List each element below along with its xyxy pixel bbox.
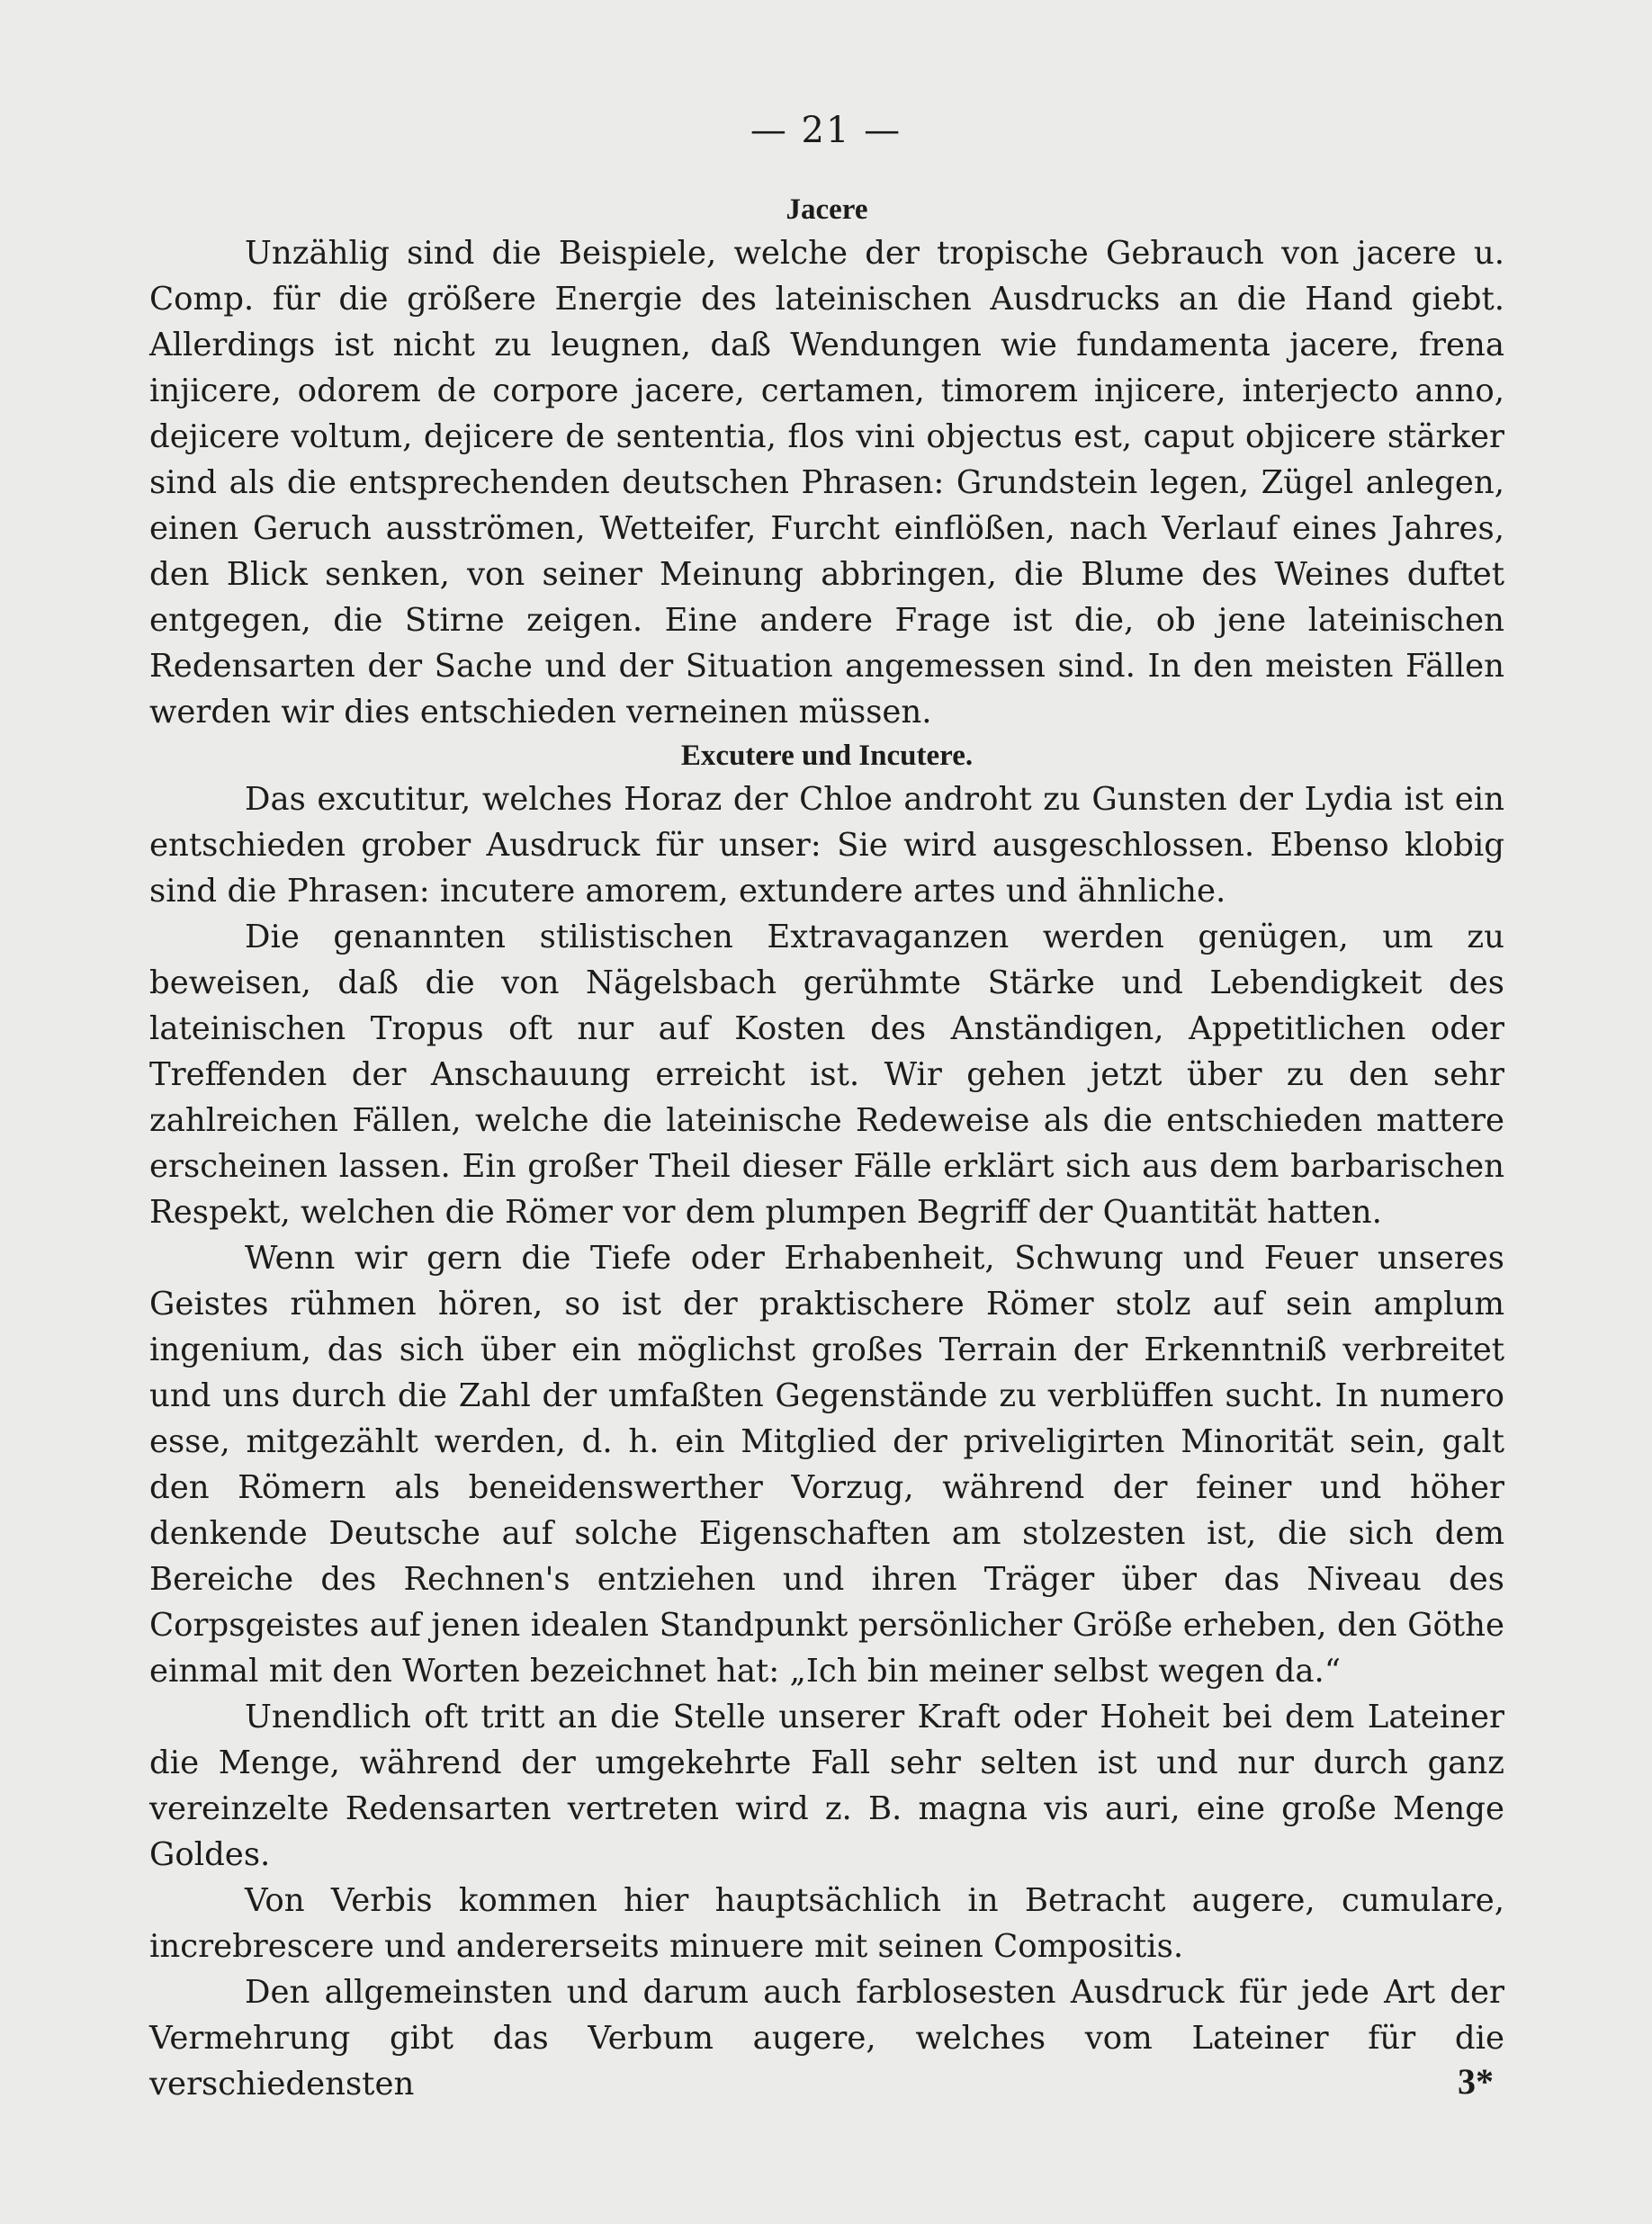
paragraph-jacere-1: Unzählig sind die Beispiele, welche der tropische Gebrauch von jacere u. Comp. für die größere Energie des lateinischen Ausdrucks an die Hand giebt. Allerdings ist nicht zu leugnen, daß Wendungen wie fundamenta jacere, frena injicere, odorem de corpore jacere, certamen, timorem injicere, interjecto anno, dejicere voltum, dejicere de sententia, flos vini objectus est, caput objicere stärker sind als die entsprechenden deutschen Phrasen: Grundstein legen, Zügel anlegen, einen Geruch ausströmen, Wetteifer, Furcht einflößen, nach Verlauf eines Jahres, den Blick senken, von seiner Meinung abbringen, die Blume des Weines duftet entgegen, die Stirne zeigen. Eine andere Frage ist die, ob jene lateinischen Redensarten der Sache und der Situation angemessen sind. In den meisten Fällen werden wir dies entschieden verneinen müssen. <box>149 235 1504 731</box>
paragraph-excutere-5: Von Verbis kommen hier hauptsächlich in Betracht augere, cumulare, increbrescere und andererseits minuere mit seinen Compositis. <box>149 1882 1504 1965</box>
paragraph-excutere-6: Den allgemeinsten und darum auch farblosesten Ausdruck für jede Art der Vermehrung gibt das Verbum augere, welches vom Lateiner für die verschiedensten <box>149 1974 1504 2103</box>
signature-mark: 3* <box>1458 2061 1494 2102</box>
paragraph-excutere-2: Die genannten stilistischen Extravaganzen werden genügen, um zu beweisen, daß die von Nägelsbach gerühmte Stärke und Lebendigkeit des lateinischen Tropus oft nur auf Kosten des Anständigen, Appetitlichen oder Treffenden der Anschauung erreicht ist. Wir gehen jetzt über zu den sehr zahlreichen Fällen, welche die lateinische Redeweise als die entschieden mattere erscheinen lassen. Ein großer Theil dieser Fälle erklärt sich aus dem barbarischen Respekt, welchen die Römer vor dem plumpen Begriff der Quantität hatten. <box>149 919 1504 1231</box>
page-number: — 21 — <box>750 110 902 151</box>
body-text <box>149 189 1504 2107</box>
section-heading-jacere: Jacere <box>786 193 868 226</box>
section-heading-excutere: Excutere und Incutere. <box>680 740 974 772</box>
paragraph-excutere-1: Das excutitur, welches Horaz der Chloe androht zu Gunsten der Lydia ist ein entschieden grober Ausdruck für unser: Sie wird ausgeschlossen. Ebenso klobig sind die Phrasen: incutere amorem, extundere artes und ähnliche. <box>149 781 1504 910</box>
paragraph-excutere-4: Unendlich oft tritt an die Stelle unserer Kraft oder Hoheit bei dem Lateiner die Menge, während der umgekehrte Fall sehr selten ist und nur durch ganz vereinzelte Redensarten vertreten wird z. B. magna vis auri, eine große Menge Goldes. <box>149 1699 1504 1873</box>
paragraph-excutere-3: Wenn wir gern die Tiefe oder Erhabenheit, Schwung und Feuer unseres Geistes rühmen hören, so ist der praktischere Römer stolz auf sein amplum ingenium, das sich über ein möglichst großes Terrain der Erkenntniß verbreitet und uns durch die Zahl der umfaßten Gegenstände zu verblüffen sucht. In numero esse, mitgezählt werden, d. h. ein Mitglied der priveligirten Minorität sein, galt den Römern als beneidenswerther Vorzug, während der feiner und höher denkende Deutsche auf solche Eigenschaften am stolzesten ist, die sich dem Bereiche des Rechnen's entziehen und ihren Träger über das Niveau des Corpsgeistes auf jenen idealen Standpunkt persönlicher Größe erheben, den Göthe einmal mit den Worten bezeichnet hat: „Ich bin meiner selbst wegen da.“ <box>149 1240 1504 1690</box>
